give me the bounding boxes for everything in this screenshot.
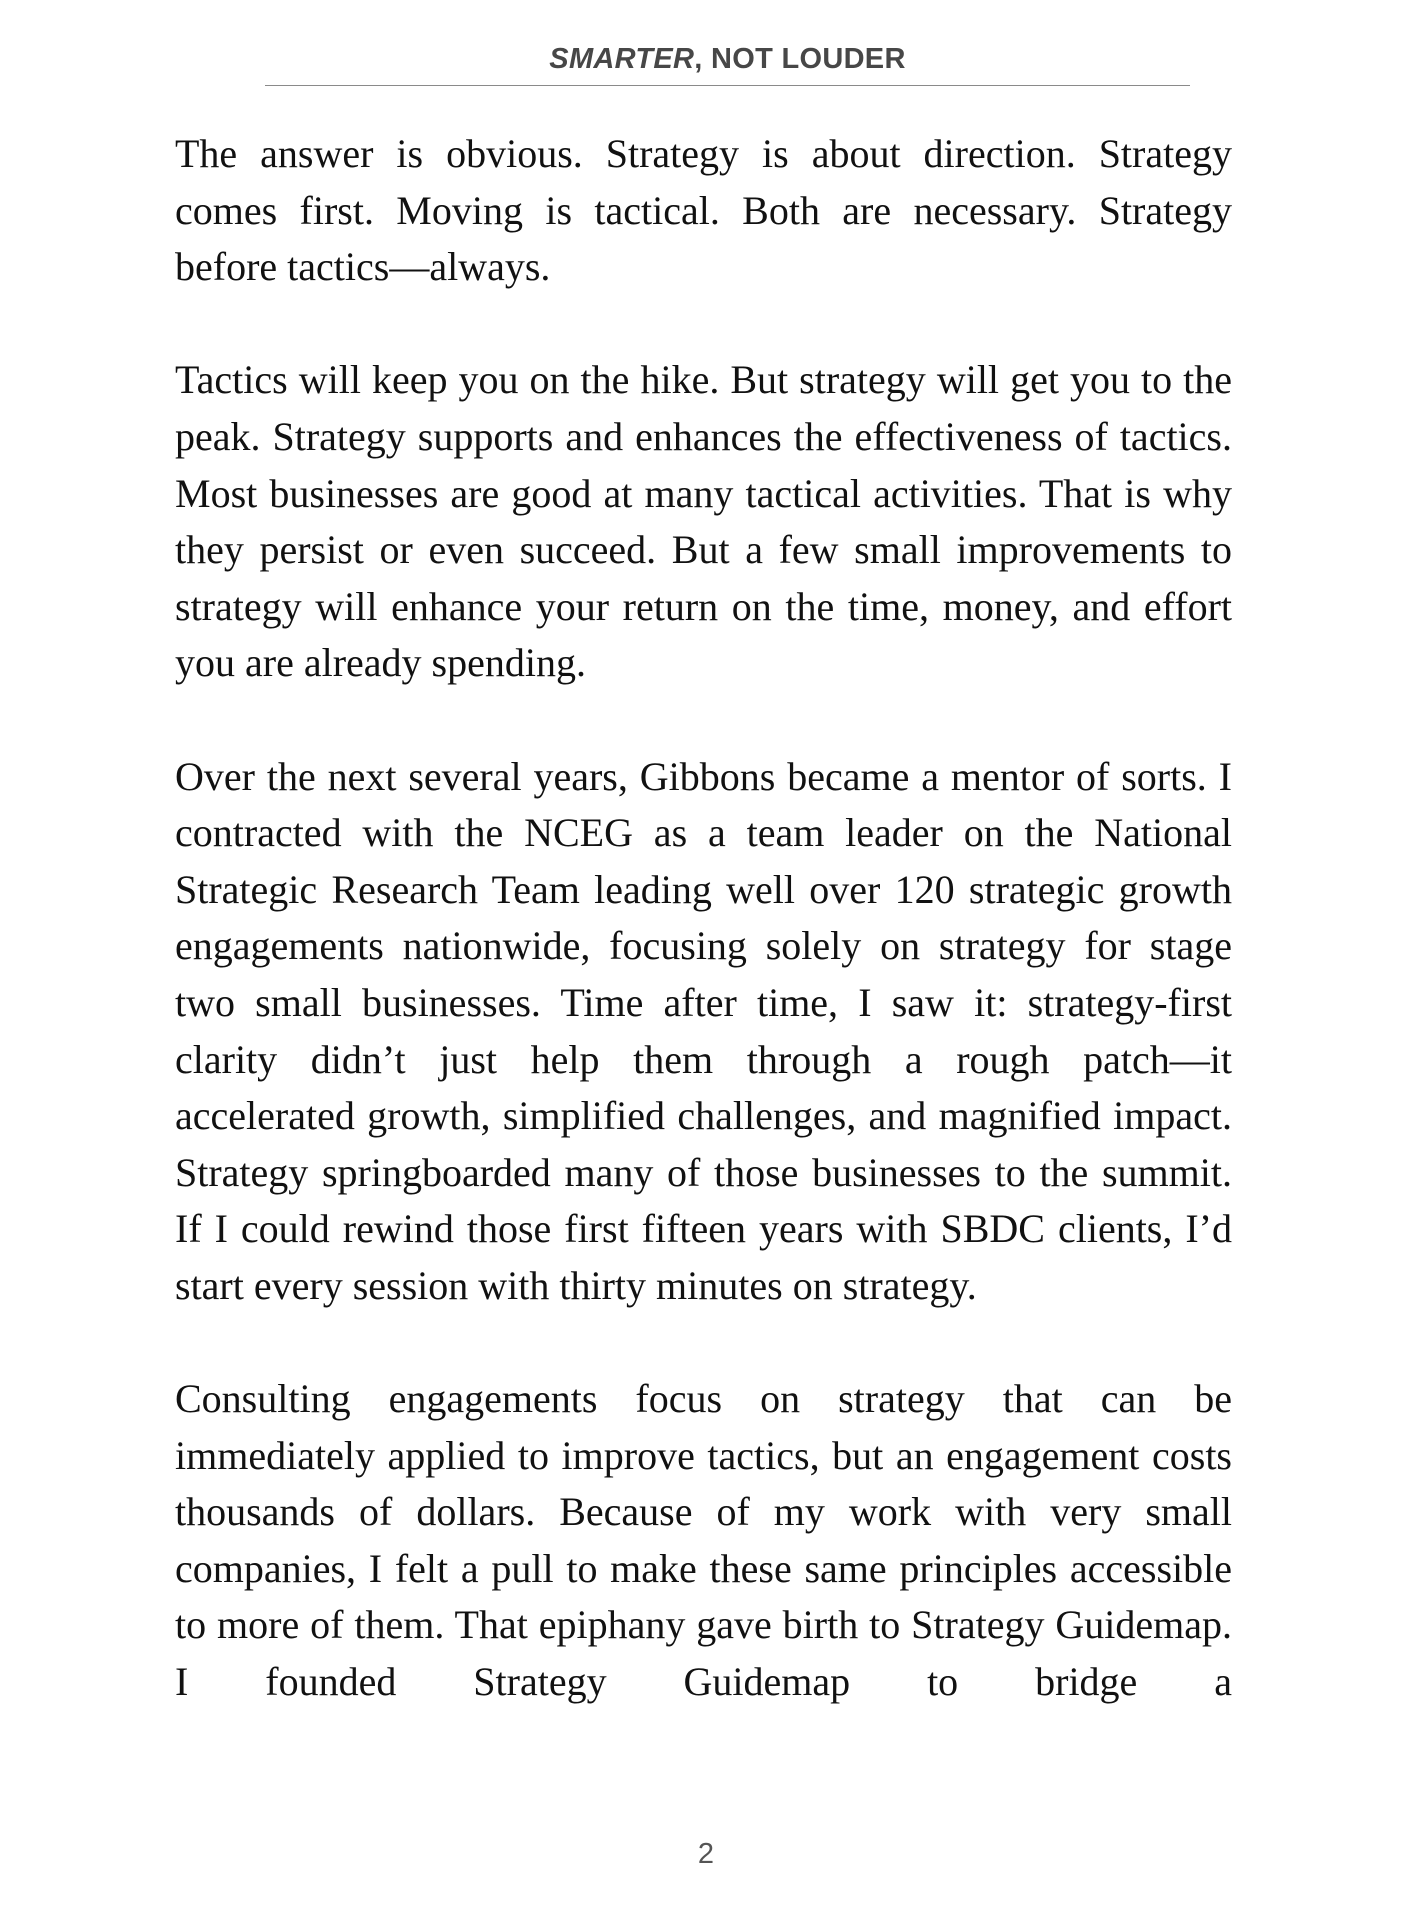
header-title-rest: , NOT LOUDER (694, 43, 906, 75)
body-text (175, 126, 1232, 1767)
paragraph-3: Over the next several years, Gibbons became a mentor of sorts. I contracted with the NCEG as a team leader on the National Strategic Research Team leading well over 120 strategic growth engagements nationwide, focusing solely on strategy for stage two small businesses. Time after time, I saw it: strategy-first clarity didn’t just help them through a rough patch—it accelerated growth, simplified challenges, and magnified impact. Strategy springboarded many of those businesses to the summit. If I could rewind those first fifteen years with SBDC clients, I’d start every session with thirty minutes on strategy. (175, 753, 1232, 1308)
paragraph-4: Consulting engagements focus on strategy that can be immediately applied to improve tactics, but an engagement costs thousands of dollars. Because of my work with very small companies, I felt a pull to make these same principles accessible to more of them. That epiphany gave birth to Strategy Guidemap. I founded Strategy Guidemap to bridge a (175, 1376, 1232, 1705)
page-number: 2 (697, 1838, 715, 1870)
running-header (265, 38, 1190, 80)
header-title-italic: SMARTER (549, 43, 695, 75)
paragraph-2: Tactics will keep you on the hike. But strategy will get you to the peak. Strategy supports and enhances the effectiveness of tactics. Most businesses are good at many tactical activities. That is why they persist or even succeed. But a few small improvements to strategy will enhance your return on the time, money, and effort you are already spending. (175, 357, 1232, 686)
header-divider (265, 85, 1190, 86)
paragraph-1: The answer is obvious. Strategy is about direction. Strategy comes first. Moving is tactical. Both are necessary. Strategy before tactics—always. (175, 131, 1232, 290)
